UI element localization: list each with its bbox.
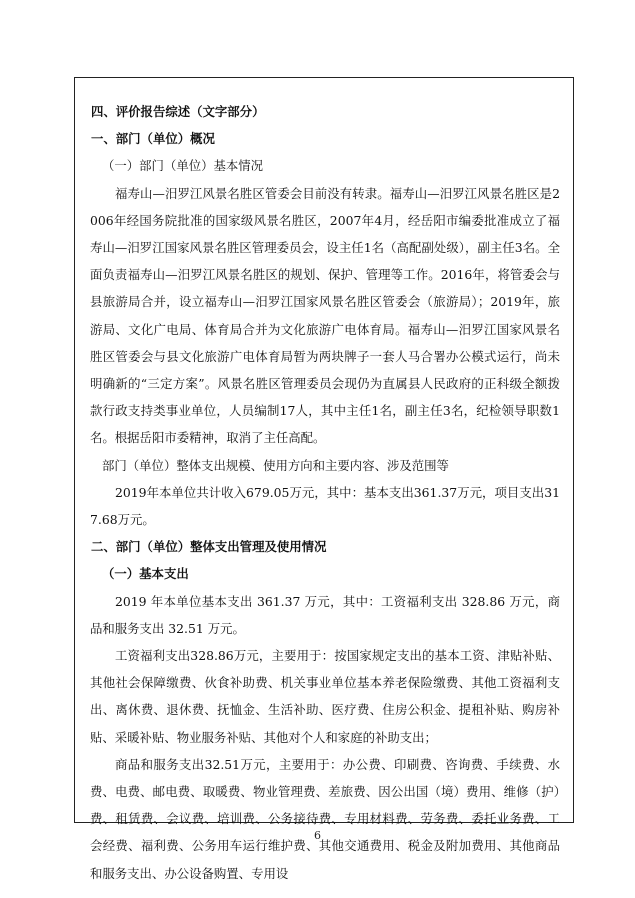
wage-welfare-paragraph: 工资福利支出328.86万元，主要用于：按国家规定支出的基本工资、津贴补贴、其他社会保障缴费、伙食补助费、机关事业单位基本养老保险缴费、其他工资福利支出、离休费、退休费、抚恤金、生活补助、医疗费、住房公积金、提租补贴、购房补贴、采暖补贴、物业服务补贴、其他对个人和家庭的补助支出； (90, 648, 560, 745)
report-frame (74, 77, 574, 881)
page-number: 6 (314, 829, 321, 842)
basic-expenditure-paragraph: 2019 年本单位基本支出 361.37 万元，其中：工资福利支出 328.86 万元，商品和服务支出 32.51 万元。 (90, 593, 560, 636)
report-content (75, 78, 573, 887)
part2-heading: 二、部门（单位）整体支出管理及使用情况 (91, 539, 327, 555)
part1-sub1-heading: （一）部门（单位）基本情况 (102, 158, 264, 174)
section-heading: 四、评价报告综述（文字部分） (91, 104, 265, 119)
goods-services-paragraph: 商品和服务支出32.51万元，主要用于：办公费、印刷费、咨询费、手续费、水费、电费、邮电费、取暖费、物业管理费、差旅费、因公出国（境）费用、维修（护）费、租赁费、会议费、培训费、公务接待费、专用材料费、劳务费、委托业务费、工会经费、福利费、公务用车运行维护费、其他交通费用、税金及附加费用、其他商品和服务支出、办公设备购置、专用设 (90, 756, 560, 881)
overview-paragraph: 福寿山—汨罗江风景名胜区管委会目前没有转隶。福寿山—汨罗江风景名胜区是2006年经国务院批准的国家级风景名胜区，2007年4月，经岳阳市编委批准成立了福寿山—汨罗江国家风景名胜区管理委员会，设主任1名（高配副处级），副主任3名。全面负责福寿山—汨罗江风景名胜区的规划、保护、管理等工作。2016年，将管委会与县旅游局合并，设立福寿山—汨罗江国家风景名胜区管委会（旅游局）；2019年，旅游局、文化广电局、体育局合并为文化旅游广电体育局。福寿山—汨罗江国家风景名胜区管委会与县文化旅游广电体育局暂为两块牌子一套人马合署办公模式运行，尚未明确新的“三定方案”。风景名胜区管理委员会现仍为直属县人民政府的正科级全额拨款行政支持类事业单位，人员编制17人，其中主任1名，副主任3名，纪检领导职数1名。根据岳阳市委精神，取消了主任高配。 (90, 185, 560, 446)
basic-expenditure-heading: （一）基本支出 (102, 566, 189, 582)
scale-paragraph: 2019年本单位共计收入679.05万元，其中：基本支出361.37万元，项目支出317.68万元。 (90, 484, 560, 528)
scale-heading: 部门（单位）整体支出规模、使用方向和主要内容、涉及范围等 (102, 457, 449, 473)
part1-heading: 一、部门（单位）概况 (91, 131, 215, 147)
